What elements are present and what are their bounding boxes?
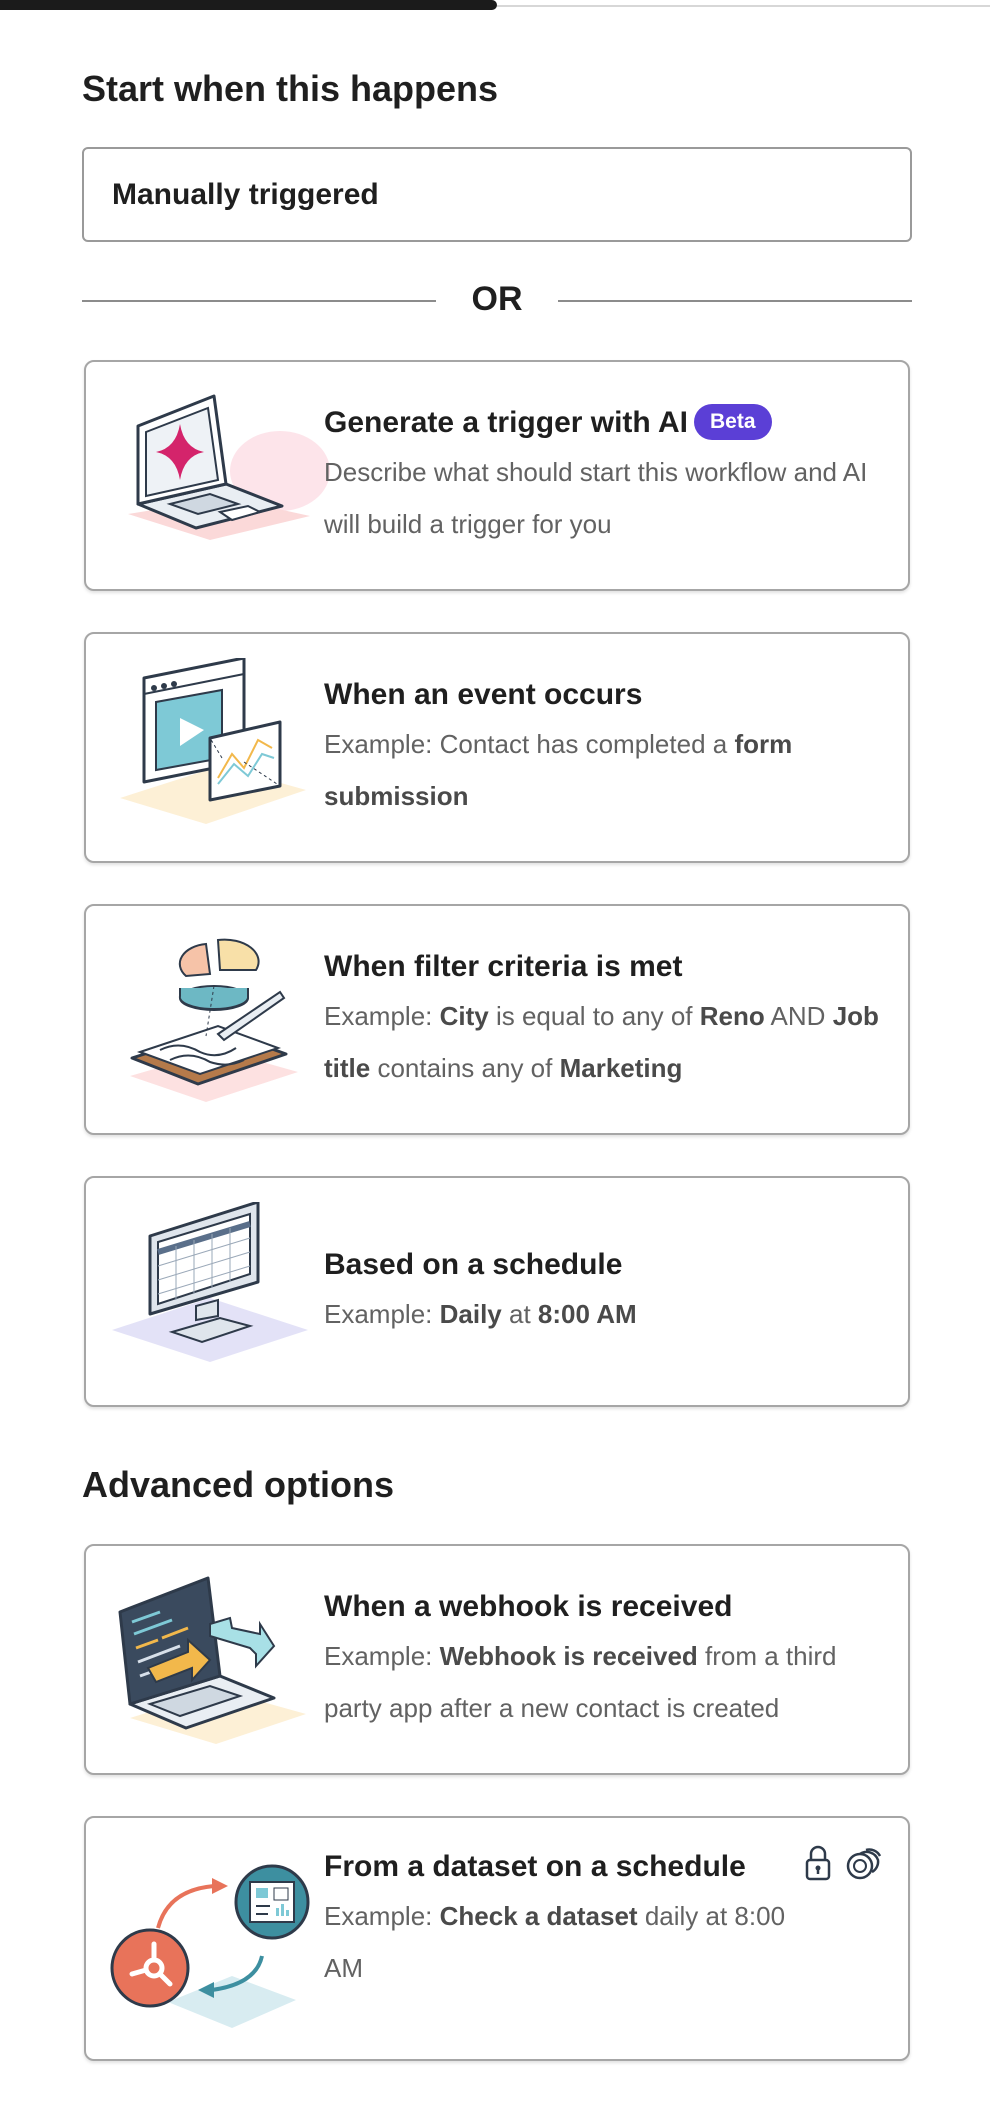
beta-badge: Beta (694, 404, 772, 440)
browser-video-chart-icon (110, 658, 340, 838)
trigger-card-title: When filter criteria is met (324, 950, 683, 983)
desc-bold: 8:00 AM (537, 1299, 637, 1329)
trigger-card-dataset-content (324, 1848, 788, 1994)
desc-bold: City (439, 1001, 489, 1031)
trigger-card-ai-content (324, 404, 884, 550)
trigger-card-event-content (324, 676, 884, 822)
trigger-card-title (324, 404, 884, 442)
desc-text: from a third party app after a new contact is created (324, 1641, 837, 1723)
trigger-card-description (324, 990, 884, 1094)
progress-remaining (497, 5, 990, 7)
trigger-card-dataset[interactable] (84, 1816, 910, 2061)
trigger-card-schedule[interactable] (84, 1176, 910, 1407)
divider-line-right (558, 300, 912, 302)
desc-bold: form submission (324, 729, 793, 811)
trigger-card-title: When a webhook is received (324, 1590, 733, 1623)
premium-coins-icon (844, 1844, 882, 1887)
trigger-card-webhook-content (324, 1588, 884, 1734)
trigger-card-description (324, 718, 884, 822)
trigger-card-webhook[interactable] (84, 1544, 910, 1775)
progress-fill (0, 0, 497, 10)
trigger-card-description (324, 1890, 788, 1994)
trigger-card-filter-content (324, 948, 884, 1094)
desc-text: is equal to any of (488, 1001, 700, 1031)
desc-bold: Reno (699, 1001, 765, 1031)
trigger-card-description (324, 1288, 884, 1340)
desc-text: daily at 8:00 AM (324, 1901, 786, 1983)
hub-cycle-dataset-icon (108, 1844, 338, 2040)
trigger-card-event[interactable] (84, 632, 910, 863)
or-label: OR (471, 280, 523, 318)
trigger-select[interactable] (82, 147, 912, 242)
desc-bold: Webhook is received (439, 1641, 698, 1671)
desc-text: at (501, 1299, 538, 1329)
desc-text: Example: (324, 1001, 440, 1031)
laptop-sparkle-icon (110, 386, 340, 566)
desc-bold: Job title (324, 1001, 879, 1083)
desc-text: contains any of (370, 1053, 560, 1083)
trigger-card-title: From a dataset on a schedule (324, 1850, 746, 1883)
trigger-card-filter[interactable] (84, 904, 910, 1135)
desc-bold: Check a dataset (439, 1901, 638, 1931)
trigger-select-value: Manually triggered (112, 177, 379, 211)
trigger-card-schedule-content (324, 1246, 884, 1340)
desc-text: Example: (324, 1299, 440, 1329)
desc-text: Example: Contact has completed a (324, 729, 735, 759)
progress-bar (0, 0, 990, 10)
desc-bold: Marketing (559, 1053, 683, 1083)
trigger-card-ai[interactable] (84, 360, 910, 591)
dataset-locked-indicators (804, 1844, 882, 1887)
trigger-card-title: Based on a schedule (324, 1248, 623, 1281)
laptop-arrows-icon (110, 1568, 340, 1754)
clipboard-pie-chart-icon (110, 926, 340, 1116)
desc-text: AND (764, 1001, 833, 1031)
start-section-title: Start when this happens (82, 68, 499, 109)
or-divider (82, 280, 912, 320)
card-title-text: Generate a trigger with AI (324, 406, 688, 439)
monitor-calendar-icon (110, 1202, 340, 1382)
desc-text: Example: (324, 1641, 440, 1671)
trigger-card-description: Describe what should start this workflow and AI will build a trigger for you (324, 457, 868, 539)
desc-bold: Daily (439, 1299, 502, 1329)
lock-icon (804, 1844, 832, 1887)
trigger-card-title: When an event occurs (324, 678, 643, 711)
desc-text: Example: (324, 1901, 440, 1931)
trigger-card-description (324, 1630, 884, 1734)
advanced-options-title: Advanced options (82, 1464, 395, 1505)
